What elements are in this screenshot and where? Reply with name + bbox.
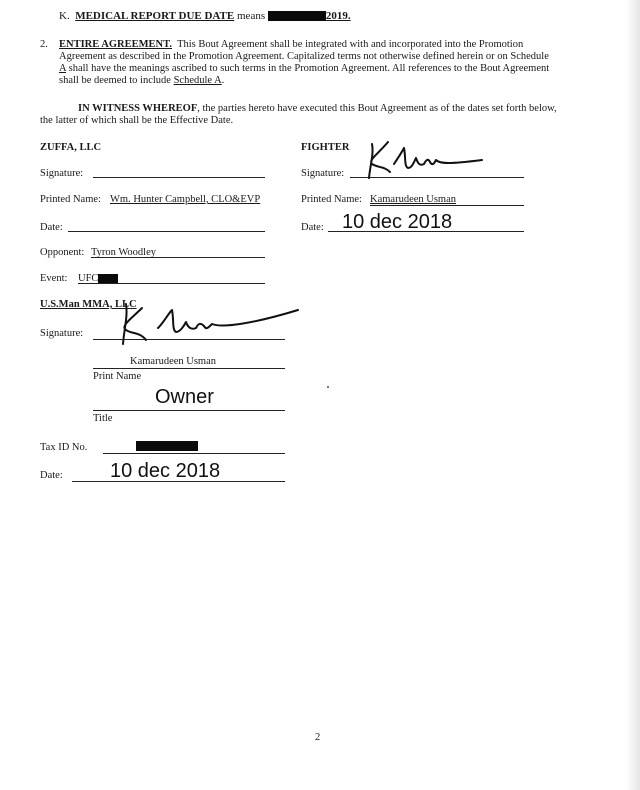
fighter-printed-label: Printed Name: <box>301 194 362 205</box>
company-print-name-label: Print Name <box>93 371 142 382</box>
company-date-handwritten: 10 dec 2018 <box>110 460 221 482</box>
zuffa-event-line <box>78 283 265 284</box>
item-2-number: 2. <box>40 39 48 50</box>
item-k-line <box>59 10 351 22</box>
company-date-label: Date: <box>40 470 63 481</box>
company-title-line[interactable] <box>93 410 285 411</box>
company-signature-image <box>112 298 307 348</box>
zuffa-signature-label: Signature: <box>40 168 84 179</box>
schedule-a-link[interactable]: A <box>59 63 67 74</box>
page-edge-shadow <box>626 0 640 790</box>
company-print-name-line <box>93 368 285 369</box>
item-2-line4 <box>59 75 224 86</box>
item-2-line3-text: shall have the meanings ascribed to such terms in the Promotion Agreement. All references to the Bout Agreement <box>66 63 550 74</box>
witness-text: , the parties hereto have executed this Bout Agreement as of the dates set forth below, <box>197 103 557 114</box>
zuffa-opponent-value: Tyron Woodley <box>91 247 157 258</box>
zuffa-opponent-line <box>91 257 265 258</box>
zuffa-opponent-label: Opponent: <box>40 247 85 258</box>
zuffa-signature-line[interactable] <box>93 177 265 178</box>
fighter-signature-image <box>360 134 490 182</box>
fighter-signature-label: Signature: <box>301 168 345 179</box>
zuffa-date-line[interactable] <box>68 231 265 232</box>
zuffa-printed-value: Wm. Hunter Campbell, CLO&EVP <box>110 194 261 205</box>
zuffa-printed-label: Printed Name: <box>40 194 101 205</box>
fighter-printed-value: Kamarudeen Usman <box>370 194 457 205</box>
zuffa-event-label: Event: <box>40 273 68 284</box>
schedule-a-link-2[interactable]: Schedule A <box>173 75 222 86</box>
witness-line1 <box>78 103 557 114</box>
stray-mark <box>327 386 329 388</box>
item-2-line3 <box>59 63 549 74</box>
witness-lead: IN WITNESS WHEREOF <box>78 103 198 114</box>
fighter-printed-line <box>370 205 524 206</box>
zuffa-event-value: UFC <box>78 273 99 284</box>
fighter-date-handwritten: 10 dec 2018 <box>342 211 453 233</box>
item-k-means: means <box>237 10 266 22</box>
company-tax-label: Tax ID No. <box>40 442 88 453</box>
item-k-prefix: K. <box>59 10 70 22</box>
company-title-handwritten: Owner <box>155 386 214 408</box>
item-2-line4-text: shall be deemed to include <box>59 75 174 86</box>
page-number: 2 <box>315 732 321 743</box>
fighter-date-label: Date: <box>301 222 324 233</box>
item-2-line4-end: . <box>221 75 225 86</box>
zuffa-date-label: Date: <box>40 222 63 233</box>
zuffa-heading: ZUFFA, LLC <box>40 142 102 153</box>
redaction-block <box>268 11 326 21</box>
company-print-name-value: Kamarudeen Usman <box>130 356 217 367</box>
item-2-title: ENTIRE AGREEMENT. <box>59 39 172 50</box>
company-tax-line[interactable] <box>103 453 285 454</box>
item-k-title: MEDICAL REPORT DUE DATE <box>75 10 235 22</box>
witness-line2: the latter of which shall be the Effective Date. <box>40 115 234 126</box>
item-2-line1: This Bout Agreement shall be integrated with and incorporated into the Promotion <box>177 39 524 50</box>
redaction-block <box>136 441 198 451</box>
item-2-first-line <box>59 39 523 50</box>
company-signature-label: Signature: <box>40 328 84 339</box>
item-2-line2: Agreement as described in the Promotion Agreement. Capitalized terms not otherwise defined herein or on Schedule <box>59 51 549 62</box>
fighter-heading: FIGHTER <box>301 142 350 153</box>
company-title-label: Title <box>93 413 113 424</box>
company-heading: U.S.Man MMA, LLC <box>40 299 137 310</box>
item-k-year: 2019. <box>325 10 351 22</box>
